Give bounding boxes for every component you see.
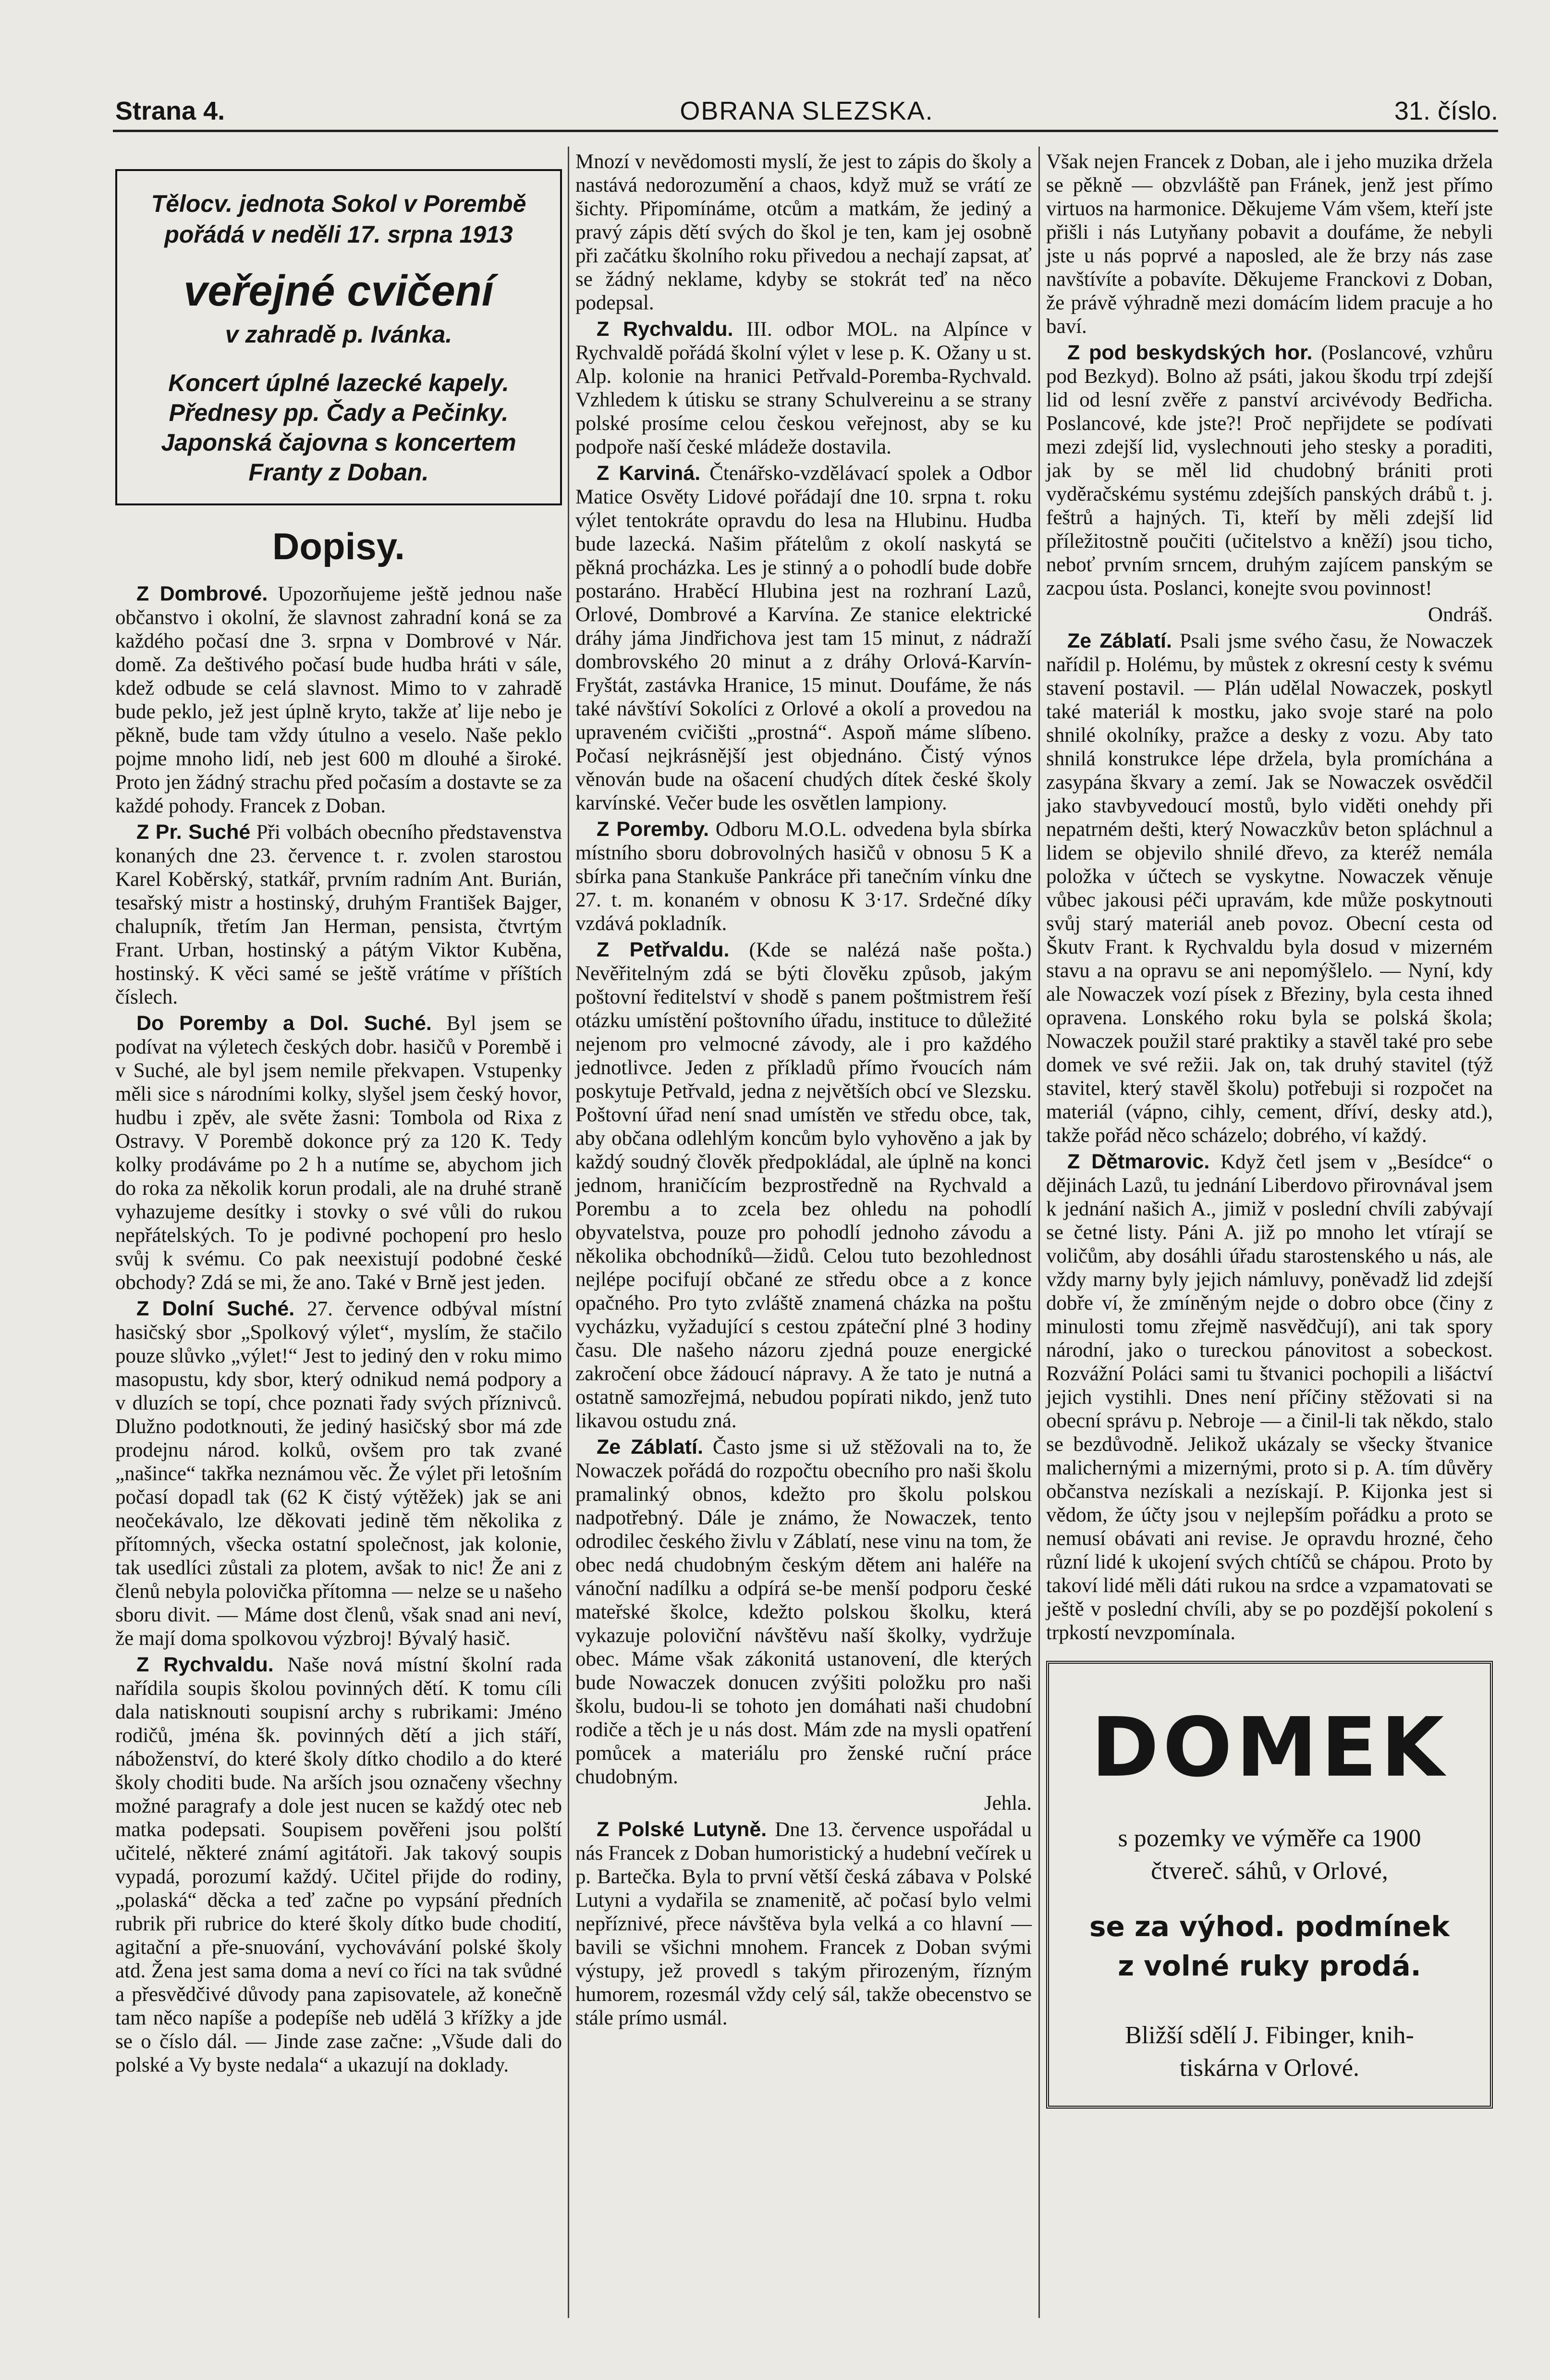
announcement-line: pořádá v neděli 17. srpna 1913 (164, 221, 513, 248)
article-lead: Z Poremby. (597, 818, 709, 841)
advert-terms: z volné ruky prodá. (1118, 1950, 1421, 1982)
article (575, 818, 1032, 935)
column-divider (1038, 147, 1040, 2318)
newspaper-title: OBRANA SLEZSKA. (680, 97, 934, 125)
article (575, 462, 1032, 815)
article-text: Když četl jsem v „Besídce“ o dějinách Lazů, tu jednání Liberdovo přirovnával jsem k jednání našich A., jimiž v poslední chvíli zabývají se četné listy. Páni A. již po mnoho let vtírají se voličům, aby dosáhli úřadu starostenského u nás, ale vždy marny byly jejich námluvy, poněvadž lid zdejší dobře ví, že zmíněným nejde o dobro obce (činy z minulosti tomu zřejmě nasvědčují), ani tak spory národní, jako o tureckou pánovitost a sobeckost. Rozvážní Poláci sami tu štvanici pochopili a lišáctví jejich vystihli. Dnes není příčiny stěžovati si na obecní správu p. Nebroje — a činil-li tak někdo, stalo se bezdůvodně. Jelikož ukázaly se všecky štvanice malichernými a mizernými, proto si p. A. tím důvěry občanstva nezískali a nezískají. P. Kijonka jest si vědom, že účty jsou v nejlepším pořádku a proto se nemusí obávati ani revise. Je opravdu hrozné, čeho různí lidé k ukojení svých chtíčů se chápou. Proto by takoví lidé měli dáti rukou na srdce a vzpamatovati se ještě v poslední chvíli, aby se po pozdější pokolení s trpkostí nevzpomínala. (1046, 1151, 1493, 1644)
announcement-headline: veřejné cvičení (183, 267, 494, 315)
article-lead: Z Dolní Suché. (136, 1297, 295, 1320)
article (575, 938, 1032, 1433)
article-text: Psali jsme svého času, že Nowaczek nařídil p. Holému, by můstek z okresní cesty k svému stavení postavil. — Plán udělal Nowaczek, poskytl také materiál k mostku, jako svoje staré na polo shnilé okolníky, pražce a desky z vozu. Aby tato shnilá konstrukce lépe držela, byla promíchána a zasypána škvary a zemí. Jak se Nowaczek osvědčil jako stavbyvedoucí mostů, bylo viděti onehdy při nepatrném dešti, který Nowaczkův beton spláchnul a lidem se objevilo shnilé dřevo, za kteréž nemála položka v účtech se vyskytne. Nowaczek věnuje vůbec jakousi péči upravám, kde může poskytnouti svůj starý materiál aneb povoz. Obecní cesta od Škutv Frant. k Rychvaldu byla dosud v mizerném stavu a na opravu se ani nepomýšlelo. — Nyní, kdy ale Nowaczek vozí písek z Březiny, byla cesta ihned opravena. Lonského roku byla se polská škola; Nowaczek použil staré praktiky a stavěl také pro sebe domek ve své režii. Jak on, tak druhý stavitel (týž stavitel, který stavěl školu) potřebuji si rozpočet na materiál (vápno, cihly, cement, dříví, desky atd.), takže pořád něco scházelo; dobrého, ví každý. (1046, 630, 1493, 1147)
article-text: Čtenářsko-vzdělávací spolek a Odbor Matice Osvěty Lidové pořádají dne 10. srpna t. roku výlet tentokráte opravdu do lesa na Hlubinu. Hudba bude lazecká. Našim přátelům z okolí naskytá se pěkná procházka. Les je stinný a o pohodlí bude dobře postaráno. Hraběcí Hlubina jest na rozhraní Lazů, Orlové, Dombrové a Karvína. Ze stanice elektrické dráhy jáma Jindřichova jest tam 15 minut, z nádraží dombrovského 20 minut a z dráhy Orlová-Karvín-Fryštát, zastávka Hranice, 15 minut. Doufáme, že nás také návštíví Sokolíci z Orlové a okolí a provedou na upraveném cvičišti „prostná“. Aspoň máme slíbeno. Počasí nejkrásnější jest objednáno. Čistý výnos věnován bude na ošacení chudých dítek české školy karvínské. Večer bude les osvětlen lampiony. (575, 462, 1032, 814)
article-lead: Z Polské Lutyně. (597, 1818, 767, 1841)
advert-line: čtvereč. sáhů, v Orlové, (1151, 1857, 1388, 1885)
article (575, 150, 1032, 315)
article (115, 1653, 562, 2077)
article-text: Při volbách obecního představenstva konaných dne 23. července t. r. zvolen starostou Karel Koběrský, statkář, prvním radním Ant. Burián, tesařský mistr a hostinský, druhým František Bajger, chalupník, třetím Jan Herman, pensista, čtvrtým Frant. Urban, hostinský a pátým Viktor Kuběna, hostinský. K věci samé se ještě vrátíme v příštích číslech. (115, 821, 562, 1008)
announcement-line: Koncert úplné lazecké kapely. (168, 369, 509, 396)
article-lead: Ze Záblatí. (1067, 629, 1172, 652)
article-text: (Kde se nalézá naše pošta.) Nevěřitelným zdá se býti člověku způsob, jakým poštovní ředitelství v shodě s panem poštmistrem řeší otázku umístění poštovního úřadu, instituce to důležité nejenom pro velmocné závody, ale i pro každého jednotlivce. Jeden z příkladů přímo řvoucích nám poskytuje Petřvald, jedna z největších obcí ve Slezsku. Poštovní úřad není snad umístěn ve středu obce, tak, aby občana odlehlým koncům bylo vyhověno a jak by každý soudný člověk předpokládal, ale úplně na konci jednom, hraničícím bezprostředně na Rychvald a Porembu a to zcela bez ohledu na pohodlí obyvatelstva, pouze pro pohodlí jednoho závodu a několika obchodníků—židů. Celou tuto bezohlednost nejlépe pocifují občané ze středu obce a z konce opačného. Pro tyto zvláště znamená cházka na poštu vycházku, vyžadující s cestou zpáteční plné 3 hodiny času. Dle našeho názoru zjedná pouze energické zakročení obce žádoucí nápravy. A že tato je nutná a ostatně samozřejmá, nebudou popírati nikdo, jenž tuto likavou ostudu zná. (575, 939, 1032, 1432)
article (1046, 629, 1493, 1147)
page-number: Strana 4. (115, 97, 225, 125)
article-lead: Z Dombrové. (136, 582, 268, 605)
article-text: III. odbor MOL. na Alpínce v Rychvaldě pořádá školní výlet v lese p. K. Ožany u st. Alp. kolonie na hranici Petřvald-Poremba-Rychvald. Vzhledem k útisku se strany Schulvereinu a se strany polské prosíme celou českou veřejnost, aby se ku podpoře naší české mládeže dostavila. (575, 318, 1032, 458)
article (1046, 341, 1493, 600)
article-lead: Z pod beskydských hor. (1067, 341, 1313, 364)
article-text: Odboru M.O.L. odvedena byla sbírka místního sboru dobrovolných hasičů v obnosu 5 K a sbírka pana Stankuše Pankráce při tanečním vínku dne 27. t. m. konaném v obnosu K 3·17. Srdečné díky vzdává pokladník. (575, 818, 1032, 935)
article-lead: Ze Záblatí. (597, 1435, 703, 1459)
house-sale-advert (1046, 1661, 1493, 2109)
sokol-announcement (115, 169, 562, 505)
article (115, 582, 562, 818)
article-text: Naše nová místní školní rada nařídila soupis školou povinných dětí. K tomu cíli dala natisknouti soupisní archy s rubrikami: Jméno rodičů, jména šk. povinných dětí a jich stáří, náboženství, do které školy dítko chodilo a do které školy choditi bude. Na arších jsou označeny všechny možné paragrafy a dole jest nucen se každý otec neb matka podepsati. Soupisem pověřeni jsou polští učitelé, některé známí agitátoři. Jak takový soupis vypadá, porozumí každý. Učitel přijde do rodiny, „polaská“ děcka a teď začne po vypsání předních rubrik při rubrice do které školy dítko bude chodití, agitační a pře-snuování, vychovávání polské školy atd. Žena jest sama doma a neví co říci na tak svůdné a přesvědčivé důvody pana zapisovatele, až konečně tam něco napíše a podepíše neb udělá 3 křížky a jde se o číslo dál. — Jinde zase začne: „Všude dali do polské a Vy byste nedala“ a ukazují na doklady. (115, 1654, 562, 2076)
article-lead: Z Pr. Suché (136, 821, 251, 844)
announcement-line: Přednesy pp. Čady a Pečinky. (169, 399, 509, 426)
advert-contact: tiskárna v Orlové. (1179, 2054, 1359, 2082)
article (1046, 1150, 1493, 1644)
article (115, 1297, 562, 1650)
header-rule (113, 130, 1498, 132)
section-title: Dopisy. (272, 525, 405, 567)
article (575, 1818, 1032, 2030)
article-lead: Z Karviná. (597, 462, 701, 485)
article-lead: Do Poremby a Dol. Suché. (136, 1012, 432, 1035)
article-lead: Z Rychvaldu. (136, 1653, 274, 1676)
article-lead: Z Petřvaldu. (597, 938, 730, 961)
article-lead: Z Rychvaldu. (597, 318, 733, 341)
article-text: Často jsme si už stěžovali na to, že Nowaczek pořádá do rozpočtu obecního pro naši školu pramalinký obnos, kdežto pro školu polskou nadpotřebný. Dále je známo, že Nowaczek, tento odrodilec českého živlu v Záblatí, nese vinu na tom, že obec nedá chudobným českým dětem ani haléře na vánoční nadílku a odpírá se-be menší podporu české mateřské školce, kdežto polskou školku, která vykazuje poloviční návštěvu naší školky, vydržuje obec. Máme však zákonitá ustanovení, dle kterých bude Nowaczek donucen zvýšiti položku pro naši školu, budou-li se tohoto jen domáhati naši chudobní rodiče a těch je u nás dost. Mám zde na mysli opatření pomůcek a materiálu pro ženské ruční práce chudobným. (575, 1436, 1032, 1788)
article-text: Byl jsem se podívat na výletech českých dobr. hasičů v Porembě i v Suché, ale byl jsem nemile překvapen. Vstupenky měli sice s národními kolky, slyšel jsem český hovor, hudbu i zpěv, ale světe žasni: Tombola od Rixa z Ostravy. V Porembě dokonce prý za 120 K. Tedy kolky prodáváme po 2 h a nutíme se, abychom jich do roka za několik korun prodali, ale na druhé straně vyhazujeme desítky i stovky o své vůli do rukou nepřátelských. To je podivné pochopení pro heslo svůj k svému. Co pak neexistují podobné české obchody? Zdá se mi, že ano. Také v Brně jest jeden. (115, 1012, 562, 1294)
article-text: Však nejen Francek z Doban, ale i jeho muzika držela se pěkně — obzvláště pan Fránek, jenž jest přímo virtuos na harmonice. Děkujeme Vám všem, kteří jste přišli i nás Lutyňany pobavit a doufáme, že nebyli jste u nás poprvé a naposled, ale že brzy nás zase navštívíte a pobavíte. Děkujeme Franckovi z Doban, že právě výhradně mezi domácím lidem pracuje a ho baví. (1046, 150, 1493, 338)
article-text: 27. července odbýval místní hasičský sbor „Spolkový výlet“, myslím, že stačilo pouze slůvko „výlet!“ Jest to jediný den v roku mimo masopustu, kdy sbor, který odnikud nemá podpory a v dluzích se topí, chce poznati řady svých příznivců. Dlužno podotknouti, že jediný hasičský sbor má zde prodejnu národ. kolků, ovšem pro tak zvané „našince“ takřka neznámou věc. Že výlet při letošním počasí dopadl tak (62 K čistý výtěžek) jak se ani neočekávalo, lze děkovati jedině těm několika z přítomných, všecka ostatní společnost, jak kolonie, tak usedlíci zůstali za plotem, avšak to nic! Že ani z členů nebyla polovička přítomna — nelze se u našeho sboru divit. — Máme dost členů, však snad ani neví, že mají doma spolkovou výzbroj! Bývalý hasič. (115, 1298, 562, 1650)
signature: Jehla. (984, 1792, 1032, 1815)
announcement-line: Franty z Doban. (248, 459, 429, 486)
announcement-line: Tělocv. jednota Sokol v Porembě (151, 190, 526, 217)
announcement-place: v zahradě p. Ivánka. (225, 321, 452, 348)
article (1046, 150, 1493, 338)
column-1 (115, 150, 562, 2080)
article-text: (Poslancové, vzhůru pod Bezkyd). Bolno až psáti, jakou škodu trpí zdejší lid od lesní zvěře z panství arcivévody Bedřicha. Poslancové, kde jste?! Proč nepřijdete se podívati mezi zdejší lid, vyslechnouti jeho stesky a poraditi, jak by se měl lid chudobný brániti proti vyděračskému systému zdejších panských drábů t. j. feštrů a hajných. Ti, kteří by měli zdejší lid příležitostně poučiti (učitelstvo a kněží) jsou ticho, neboť prvním srncem, druhým zajícem panským se zacpou ústa. Poslanci, konejte svou povinnost! (1046, 342, 1493, 600)
article-text: Mnozí v nevědomosti myslí, že jest to zápis do školy a nastává nedorozumění a chaos, když muž se vrátí ze šichty. Připomínáme, otcům a matkám, že jediný a pravý zápis dětí svých do škol je ten, kam jej osobně při začátku školního roku přivedou a nechají zapsat, ať se žádný neklame, kdyby se stokrát teď na něco podepsal. (575, 150, 1032, 314)
signature: Ondráš. (1428, 603, 1493, 626)
article-lead: Z Dětmarovic. (1067, 1150, 1210, 1173)
article-text: Upozorňujeme ještě jednou naše občanstvo i okolní, že slavnost zahradní koná se za každého počasí dne 3. srpna v Dombrové v Nár. domě. Za deštivého počasí bude hudba hráti v sále, kdež odbude se celá slavnost. Mimo to v zahradě bude peklo, jež jest úplně kryto, takže ať lije nebo je pěkně, bude tam vždy útulno a veselo. Naše peklo pojme mnoho lidí, neb jest 600 m dlouhé a široké. Proto jen žádný strachu před počasím a dostavte se za každé pohody. Francek z Doban. (115, 583, 562, 817)
article (115, 821, 562, 1009)
article (575, 1435, 1032, 1789)
column-3 (1046, 150, 1493, 2109)
article (575, 318, 1032, 459)
page-header (115, 96, 1498, 130)
column-divider (568, 147, 569, 2318)
advert-terms: se za výhod. podmínek (1089, 1910, 1450, 1943)
article (115, 1012, 562, 1294)
announcement-line: Japonská čajovna s koncertem (161, 429, 516, 456)
article-text: Dne 13. července uspořádal u nás Francek z Doban humoristický a hudební večírek u p. Bartečka. Byla to první větší česká zábava v Polské Lutyni a vydařila se znamenitě, ač počasí bylo velmi nepříznivé, přece návštěva byla velká a co hlavní — bavili se všichni mnohem. Francek z Doban svými výstupy, jež provedl s takým přirozeným, řízným humorem, rozesmál vždy celý sál, takže obecenstvo se stále prímo usmál. (575, 1818, 1032, 2029)
advert-title: DOMEK (1091, 1700, 1448, 1795)
column-2 (575, 150, 1032, 2033)
advert-line: s pozemky ve výměře ca 1900 (1118, 1825, 1421, 1852)
advert-contact: Bližší sdělí J. Fibinger, knih- (1125, 2022, 1414, 2049)
issue-number: 31. číslo. (1394, 97, 1498, 125)
